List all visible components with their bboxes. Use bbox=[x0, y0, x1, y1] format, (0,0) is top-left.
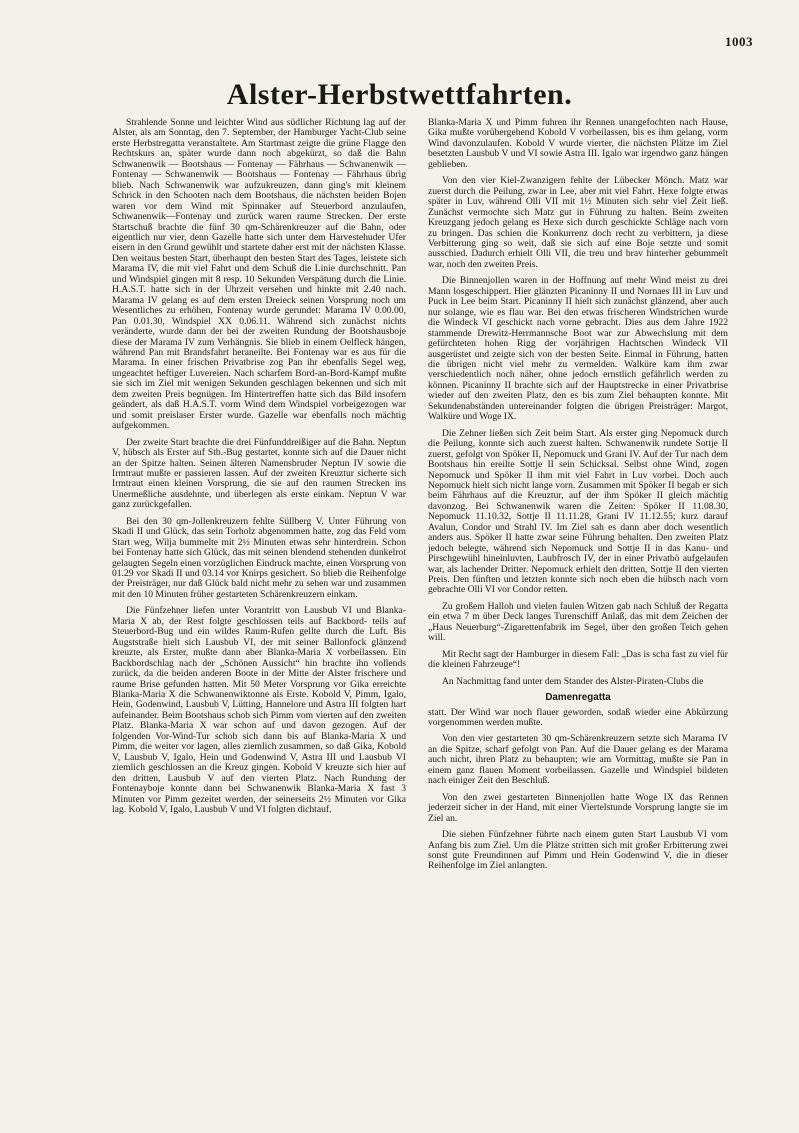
paragraph: Die Fünfzehner liefen unter Vorantritt von Lausbub VI und Blanka-Maria X ab, der Rest folgte geschlossen teils auf Backbord- teils auf Steuerbord-Bug und ein wildes Raum-Rufen gellte durch die Luft. Bis Augststraße hielt sich Lausbub VI, der mit seiner Ballonfock glänzend kreuzte, als Erster, mußte dann aber Blanka-Maria X vorbeilassen. Ein Backbordschlag nach der „Schönen Aussicht“ hin brachte ihn vollends zurück, da die beiden anderen Boote in der Mitte der Alster frischere und raume Brise gefunden hatten. Mit 50 Meter Vorsprung vor Gika erreichte Blanka-Maria X die Schwanenwiktonne als Erste. Kobold V, Pimm, Igalo, Hein, Godenwind, Lausbub V, Lütting, Hannelore und Astra III folgten hart aufeinander. Beim Bootshaus schob sich Pimm vom vierten auf den zweiten Platz. Blanka-Maria X war schon auf und davon gezogen. Auf der folgenden Vor-Wind-Tur schob sich dann bis auf Blanka-Maria X und Pimm, die weiter vor lagen, alles ziemlich zusammen, so daß Gika, Kobold V, Lausbub V, Igalo, Hein und Godenwind V, Astra III und Lausbub VI ziemlich geschlossen an die Kreuz gingen. Kobold V kreuzte sich hier auf den dritten, Lausbub V auf den vierten Platz. Nach Rundung der Fontenayboje konnte dann bei Schwanenwik Blanka-Maria X fast 3 Minuten vor Pimm gezeitet werden, der seinerseits 2½ Minuten vor Gika lag. Kobold V, Igalo, Lausbub V und VI folgten dichtauf. bbox=[112, 605, 406, 815]
page-title: Alster-Herbstwettfahrten. bbox=[226, 78, 573, 111]
paragraph: Von den vier gestarteten 30 qm-Schärenkreuzern setzte sich Marama IV an die Spitze, scharf gefolgt von Pan. Auf die Dauer gelang es der Marama auch nicht, ihren Platz zu behaupten; wie am Vormittag, mußte sie Pan in einem ganz flauen Moment vorbeilassen. Gazelle und Windspiel bildeten nach einiger Zeit den Beschluß. bbox=[428, 733, 728, 787]
paragraph: statt. Der Wind war noch flauer geworden, sodaß wieder eine Abkürzung vorgenommen werden mußte. bbox=[428, 706, 728, 729]
paragraph: Strahlende Sonne und leichter Wind aus südlicher Richtung lag auf der Alster, als am Sonntag, den 7. September, der Hamburger Yacht-Club seine erste Herbstregatta veranstaltete. Am Startmast zeigte die grüne Flagge den Rechtskurs an, später wurde dann noch abgekürzt, so daß die Bahn Schwanenwik — Bootshaus — Fontenay — Fährhaus — Schwanenwik — Fontenay — Schwanenwik — Bootshaus — Fontenay — Fährhaus übrig blieb. Nach Schwanenwik war aufzukreuzen, dann ging's mit kleinem Schrick in den Schooten nach dem Bootshaus, die nächsten beiden Bojen waren vor dem Wind mit Spinnaker auf Steuerbord anzulaufen, Schwanenwik—Fontenay und zurück waren raume Strecken. Der erste Startschuß brachte die fünf 30 qm-Schärenkreuzer auf die Bahn, oder eigentlich nur vier, denn Gazelle hatte sich unter dem Harvestehuder Ufer eisern in den Grund gewühlt und startete daher erst mit der nächsten Klasse. Den weitaus besten Start, überhaupt den besten Start des Tages, leistete sich Marama IV, die mit viel Fahrt und dem Schuß die Linie durchschnitt. Pan und Windspiel gingen mit 8 resp. 10 Sekunden Verspätung durch die Linie. H.A.S.T. hatte sich in der Uhrzeit versehen und hinkte mit 2.40 nach. Marama IV gelang es auf dem ersten Dreieck seinen Vorsprung noch um Wesentliches zu erhöhen, Fontenay wurde gerundet: Marama IV 0.00.00, Pan 0.01.30, Windspiel XX 0.06.11. Während sich zunächst nichts veränderte, wurde dann der bei der zweiten Rundung der Bootshausboje diese der Marama IV zum Verhängnis. Sie blieb in einem Oelfleck hängen, während Pan mit Brandsfahrt heraneilte. Bei Fontenay war es aus für die Marama. In einer frischen Privatbrise zog Pan ihr ebenfalls Segel weg, ungeachtet heftiger Luvereien. Nach scharfem Bord-an-Bord-Kampf mußte sie sich im Ziel mit wenigen Sekunden geschlagen bekennen und sich mit dem zweiten Preis begnügen. Im Hintertreffen hatte sich das Bild insofern geändert, als daß H.A.S.T. vorm Wind dem Windspiel vorbeigezogen war und somit preislaser Erster wurde. Gazelle war ebenfalls noch mächtig aufgekommen. bbox=[112, 117, 406, 432]
paragraph: Bei den 30 qm-Jollenkreuzern fehlte Süllberg V. Unter Führung von Skadi II und Glück, das sein Torholz abgenommen hatte, zog das Feld vom Start weg, Wilja bummelte mit 2½ Minuten etwas sehr hinterdrein. Schon bei Fontenay hatte sich Glück, das mit seinen blendend stehenden dunkelrot gelaugten Segeln einen vorzüglichen Eindruck machte, einen Vorsprung von 01.29 vor Skadi II und 03.14 vor Knirps gesichert. So blieb die Reihenfolge der Preisträger, nur daß Glück bald nicht mehr zu sehen war und zusammen mit den 10 Minuten früher gestarteten Schärenkreuzern einkam. bbox=[112, 515, 406, 600]
paragraph: An Nachmittag fand unter dem Stander des Alster-Piraten-Clubs die bbox=[442, 675, 704, 687]
section-heading: Damenregatta bbox=[545, 692, 611, 704]
paragraph: Von den vier Kiel-Zwanzigern fehlte der Lübecker Mönch. Matz war zuerst durch die Peilung, zwar in Lee, aber mit viel Fahrt. Hexe folgte etwas später in Luv, während Olli VII mit 1½ Minuten sich sehr viel Zeit ließ. Zunächst vermochte sich Matz gut in Führung zu halten. Beim zweiten Kreuzgang jedoch gelang es Hexe sich durch geschickte Schläge nach vorn zu bringen. Das schien die Konkurrenz doch recht zu verbittern, ja diese Verbitterung ging so weit, daß sie sich auf eine Boje setzte und somit ausschied. Dadurch erhielt Olli VII, die treu und brav hinterher gebummelt war, noch den zweiten Preis. bbox=[428, 175, 728, 270]
paragraph: Zu großem Halloh und vielen faulen Witzen gab nach Schluß der Regatta ein etwa 7 m über Deck langes Turenschiff Anlaß, das mit dem Zeichen der „Haus Neuerburg“-Zigarettenfabrik im Segel, über den großen Teich gehen will. bbox=[428, 600, 728, 644]
left-column bbox=[112, 118, 406, 821]
paragraph: Mit Recht sagt der Hamburger in diesem Fall: „Das is scha fast zu viel für die kleinen Fahrzeuge“! bbox=[428, 648, 728, 671]
paragraph: Die Zehner ließen sich Zeit beim Start. Als erster ging Nepomuck durch die Peilung, konnte sich auch zuerst halten. Schwanenwik rundete Sottje II zuerst, gefolgt von Spöker II, Nepomuck und Grani IV. Auf der Tur nach dem Bootshaus hin ereilte Sottje II sein Schicksal. Selbst ohne Wind, zogen Nepomuck und Spöker II ihm mit viel Fahrt in Luv vorbei. Doch auch Nepomuck hielt sich nicht lange vorn. Zusammen mit Spöker II begab er sich beim Fährhaus auf die Kreuztur, auf der ihm Spöker II gleich mächtig davonzog. Bei Schwanenwik waren die Zeiten: Spöker II 11.08.30, Nepomuck 11.10.32, Sottje II 11.11.28, Grani IV 11.12.55; kurz darauf Avalun, Condor und Strahl IV. Im Ziel sah es dann aber doch wesentlich anders aus. Spöker II hatte zwar seine Führung behalten. Den zweiten Platz jedoch belegte, während sich Nepomuck und Sottje II in das Kanu- und Pirschgewühl hineinluvten, Laubfrosch IV, der in einer Privatbö aufgelaufen war, als lachender Dritter. Nepomuck erhielt den dritten, Sottje II den vierten Preis. Den fünften und letzten konnte sich noch eben die hübsch nach vorn gebrachte Olli VI vor Condor retten. bbox=[428, 427, 728, 596]
paragraph: Die Binnenjollen waren in der Hoffnung auf mehr Wind meist zu drei Mann losgeschippert. Hier glänzten Picaninny II und Nornaes III in Luv und Puck in Lee beim Start. Picaninny II hielt sich zunächst glänzend, aber auch nur solange, wie es flau war. Bei den etwas frischeren Windstrichen wurde die Windeck VI geschickt nach vorne gebracht. Dies aus dem Jahre 1922 stammende Drewitz-Herrmannsche Boot war zur Abwechslung mit dem gefürchteten hohen Rigg der vorjährigen Hachtschen Windeck VII ausgerüstet und zeigte sich von der besten Seite. Einmal in Führung, hatten die übrigen nicht viel mehr zu vermelden. Walküre kam ihm zwar verschiedentlich noch näher, ohne jedoch ernstlich gefährlich werden zu können. Picaninny II brachte sich auf der Hauptstrecke in einer Privatbrise wieder auf den zweiten Platz, den es bis zum Ziel behaupten konnte. Mit Sekundenabständen untereinander folgten die übrigen Preisträger: Margot, Walküre und Woge IX. bbox=[428, 275, 728, 423]
page-number: 1003 bbox=[725, 34, 753, 49]
paragraph: Von den zwei gestarteten Binnenjollen hatte Woge IX das Rennen jederzeit sicher in der Hand, mit einer Viertelstunde Vorsprung langte sie im Ziel an. bbox=[428, 791, 728, 824]
right-column bbox=[428, 118, 728, 878]
paragraph: Die sieben Fünfzehner führte nach einem guten Start Lausbub VI vom Anfang bis zum Ziel. Um die Plätze stritten sich mit großer Erbitterung zwei sonst gute Freundinnen auf Pimm und Hein Godenwind V, die in dieser Reihenfolge im Ziel anlangten. bbox=[428, 829, 728, 872]
paragraph: Der zweite Start brachte die drei Fünfunddreißiger auf die Bahn. Neptun V, hübsch als Erster auf Stb.-Bug gestartet, konnte sich auf die Dauer nicht an der Spitze halten. Seinen älteren Namensbruder Neptun IV sowie die Irmtraut mußte er passieren lassen. Auf der zweiten Kreuztur sicherte sich Irmtraut einen kleinen Vorsprung, die sie auf den raumen Strecken ins Unermeßliche ausdehnte, und überlegen als erste einkam. Neptun V war ganz zurückgefallen. bbox=[112, 436, 406, 511]
paragraph: Blanka-Maria X und Pimm fuhren ihr Rennen unangefochten nach Hause, Gika mußte vorübergehend Kobold V vorbeilassen, bis es ihm gelang, vorm Wind davonzulaufen. Kobold V wurde vierter, die nächsten Plätze im Ziel besetzten Lausbub V und VI sowie Astra III. Igalo war irgendwo ganz hängen geblieben. bbox=[428, 117, 728, 170]
